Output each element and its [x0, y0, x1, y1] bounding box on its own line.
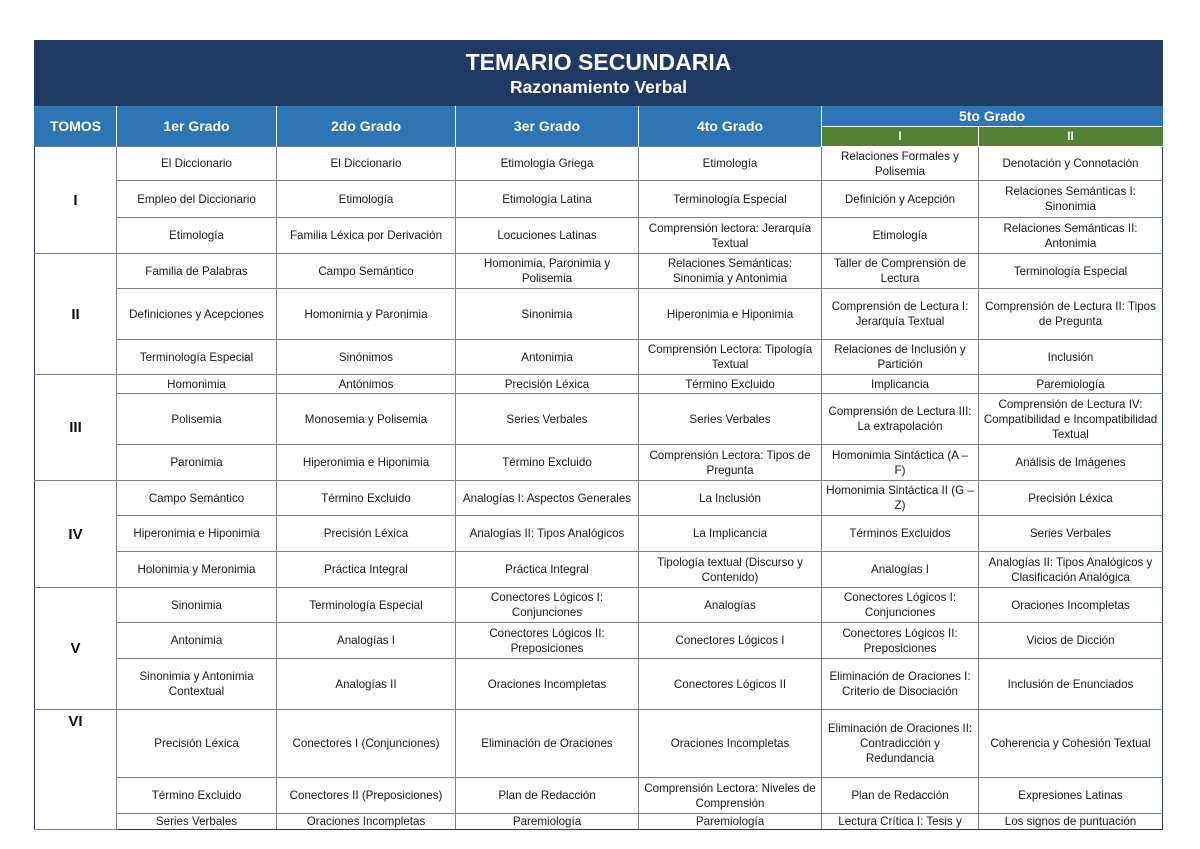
topic-cell: Sinónimos — [277, 340, 456, 375]
topic-cell: Precisión Léxica — [277, 516, 456, 552]
header-grade-4: 4to Grado — [639, 106, 822, 147]
topic-cell: Etimología Latina — [456, 181, 639, 218]
topic-cell: Oraciones Incompletas — [277, 814, 456, 830]
table-row — [35, 289, 1163, 340]
topic-cell: El Diccionario — [117, 147, 277, 181]
topic-cell: Precisión Léxica — [117, 710, 277, 778]
page-subtitle: Razonamiento Verbal — [510, 77, 687, 97]
header-grade-5-part-ii: II — [979, 127, 1163, 147]
topic-cell: Conectores Lógicos I: Conjunciones — [456, 588, 639, 623]
topic-cell: Etimología — [822, 218, 979, 254]
topic-cell: Sinonimia — [456, 289, 639, 340]
header-grade-5: 5to Grado — [822, 106, 1163, 127]
topic-cell: Analogías — [639, 588, 822, 623]
topic-cell: Término Excluido — [277, 481, 456, 516]
topic-cell: Analogías I — [822, 552, 979, 588]
topic-cell: Conectores II (Preposiciones) — [277, 778, 456, 814]
topic-cell: Denotación y Connotación — [979, 147, 1163, 181]
topic-cell: Locuciones Latinas — [456, 218, 639, 254]
topic-cell: Relaciones Semánticas II: Antonimia — [979, 218, 1163, 254]
topic-cell: Antonimia — [456, 340, 639, 375]
topic-cell: Homonimia — [117, 375, 277, 394]
table-row — [35, 181, 1163, 218]
table-row — [35, 340, 1163, 375]
topic-cell: Inclusión de Enunciados — [979, 659, 1163, 710]
table-row — [35, 552, 1163, 588]
topic-cell: Empleo del Diccionario — [117, 181, 277, 218]
page-title: TEMARIO SECUNDARIA — [465, 49, 732, 75]
topic-cell: Relaciones Semánticas I: Sinonimia — [979, 181, 1163, 218]
topic-cell: Eliminación de Oraciones — [456, 710, 639, 778]
topic-cell: Polisemia — [117, 394, 277, 445]
topic-cell: Conectores I (Conjunciones) — [277, 710, 456, 778]
topic-cell: Analogías I — [277, 623, 456, 659]
topic-cell: Homonimia, Paronimia y Polisemia — [456, 254, 639, 289]
topic-cell: Términos Excluidos — [822, 516, 979, 552]
topic-cell: Comprensión de Lectura I: Jerarquía Textual — [822, 289, 979, 340]
topic-cell: El Diccionario — [277, 147, 456, 181]
table-row — [35, 588, 1163, 623]
topic-cell: Relaciones de Inclusión y Partición — [822, 340, 979, 375]
table-row — [35, 778, 1163, 814]
topic-cell: Coherencia y Cohesión Textual — [979, 710, 1163, 778]
table-row — [35, 218, 1163, 254]
topic-cell: Implicancia — [822, 375, 979, 394]
topic-cell: Campo Semántico — [277, 254, 456, 289]
topic-cell: Relaciones Semánticas: Sinonimia y Antonimia — [639, 254, 822, 289]
topic-cell: Taller de Comprensión de Lectura — [822, 254, 979, 289]
tomo-label: VI — [35, 710, 117, 830]
topic-cell: Etimología — [117, 218, 277, 254]
header-grade-3: 3er Grado — [456, 106, 639, 147]
topic-cell: Expresiones Latinas — [979, 778, 1163, 814]
topic-cell: Series Verbales — [979, 516, 1163, 552]
tomo-label: III — [35, 375, 117, 481]
topic-cell: Etimología — [639, 147, 822, 181]
topic-cell: Comprensión de Lectura III: La extrapolación — [822, 394, 979, 445]
topic-cell: Vicios de Dicción — [979, 623, 1163, 659]
topic-cell: Familia de Palabras — [117, 254, 277, 289]
title-banner — [35, 41, 1163, 106]
table-row — [35, 659, 1163, 710]
header-grade-2: 2do Grado — [277, 106, 456, 147]
tomo-label: IV — [35, 481, 117, 588]
topic-cell: Conectores Lógicos I — [639, 623, 822, 659]
topic-cell: Terminología Especial — [277, 588, 456, 623]
syllabus-sheet — [34, 40, 1162, 830]
topic-cell: La Inclusión — [639, 481, 822, 516]
topic-cell: Término Excluido — [639, 375, 822, 394]
tomo-label: V — [35, 588, 117, 710]
tomo-label: I — [35, 147, 117, 254]
topic-cell: Eliminación de Oraciones I: Criterio de Disociación — [822, 659, 979, 710]
topic-cell: Paremiología — [639, 814, 822, 830]
topic-cell: Práctica Integral — [456, 552, 639, 588]
topic-cell: Precisión Léxica — [979, 481, 1163, 516]
topic-cell: Comprensión lectora: Jerarquía Textual — [639, 218, 822, 254]
syllabus-table — [34, 40, 1163, 830]
topic-cell: Homonimia Sintáctica (A – F) — [822, 445, 979, 481]
topic-cell: Analogías I: Aspectos Generales — [456, 481, 639, 516]
topic-cell: Comprensión de Lectura II: Tipos de Pregunta — [979, 289, 1163, 340]
topic-cell: Homonimia Sintáctica II (G – Z) — [822, 481, 979, 516]
topic-cell: Campo Semántico — [117, 481, 277, 516]
table-row — [35, 516, 1163, 552]
header-tomos: TOMOS — [35, 106, 117, 147]
topic-cell: Analogías II — [277, 659, 456, 710]
table-row — [35, 814, 1163, 830]
topic-cell: Sinonimia — [117, 588, 277, 623]
topic-cell: Conectores Lógicos II: Preposiciones — [456, 623, 639, 659]
topic-cell: Etimología Griega — [456, 147, 639, 181]
topic-cell: Series Verbales — [117, 814, 277, 830]
topic-cell: Tipología textual (Discurso y Contenido) — [639, 552, 822, 588]
topic-cell: Oraciones Incompletas — [639, 710, 822, 778]
topic-cell: Lectura Crítica I: Tesis y — [822, 814, 979, 830]
topic-cell: Terminología Especial — [979, 254, 1163, 289]
topic-cell: Plan de Redacción — [822, 778, 979, 814]
topic-cell: Definición y Acepción — [822, 181, 979, 218]
topic-cell: Sinonimia y Antonimia Contextual — [117, 659, 277, 710]
topic-cell: Término Excluido — [117, 778, 277, 814]
topic-cell: Holonimia y Meronimia — [117, 552, 277, 588]
topic-cell: Relaciones Formales y Polisemia — [822, 147, 979, 181]
topic-cell: Analogías II: Tipos Analógicos y Clasificación Analógica — [979, 552, 1163, 588]
topic-cell: Antonimia — [117, 623, 277, 659]
header-grade-1: 1er Grado — [117, 106, 277, 147]
table-row — [35, 375, 1163, 394]
topic-cell: Series Verbales — [639, 394, 822, 445]
topic-cell: Paremiología — [456, 814, 639, 830]
topic-cell: Inclusión — [979, 340, 1163, 375]
topic-cell: Homonimia y Paronimia — [277, 289, 456, 340]
topic-cell: Terminología Especial — [639, 181, 822, 218]
topic-cell: Definiciones y Acepciones — [117, 289, 277, 340]
topic-cell: Hiperonimia e Hiponimia — [117, 516, 277, 552]
topic-cell: Etimología — [277, 181, 456, 218]
table-row — [35, 254, 1163, 289]
topic-cell: Terminología Especial — [117, 340, 277, 375]
topic-cell: Oraciones Incompletas — [456, 659, 639, 710]
topic-cell: Monosemia y Polisemia — [277, 394, 456, 445]
topic-cell: Conectores Lógicos II — [639, 659, 822, 710]
topic-cell: Comprensión de Lectura IV: Compatibilidad e Incompatibilidad Textual — [979, 394, 1163, 445]
topic-cell: Eliminación de Oraciones II: Contradicción y Redundancia — [822, 710, 979, 778]
table-row — [35, 710, 1163, 778]
table-row — [35, 623, 1163, 659]
table-row — [35, 394, 1163, 445]
table-row — [35, 147, 1163, 181]
topic-cell: Comprensión Lectora: Tipología Textual — [639, 340, 822, 375]
topic-cell: Comprensión Lectora: Niveles de Comprensión — [639, 778, 822, 814]
topic-cell: Antónimos — [277, 375, 456, 394]
topic-cell: Series Verbales — [456, 394, 639, 445]
topic-cell: Plan de Redacción — [456, 778, 639, 814]
topic-cell: Análisis de Imágenes — [979, 445, 1163, 481]
topic-cell: Paremiología — [979, 375, 1163, 394]
topic-cell: Precisión Léxica — [456, 375, 639, 394]
topic-cell: Analogías II: Tipos Analógicos — [456, 516, 639, 552]
topic-cell: Práctica Integral — [277, 552, 456, 588]
table-row — [35, 481, 1163, 516]
topic-cell: Los signos de puntuación — [979, 814, 1163, 830]
syllabus-body — [35, 147, 1163, 830]
topic-cell: Conectores Lógicos II: Preposiciones — [822, 623, 979, 659]
topic-cell: La Implicancia — [639, 516, 822, 552]
topic-cell: Paronimia — [117, 445, 277, 481]
topic-cell: Familia Léxica por Derivación — [277, 218, 456, 254]
table-row — [35, 445, 1163, 481]
topic-cell: Comprensión Lectora: Tipos de Pregunta — [639, 445, 822, 481]
topic-cell: Término Excluido — [456, 445, 639, 481]
header-grade-5-part-i: I — [822, 127, 979, 147]
tomo-label: II — [35, 254, 117, 375]
topic-cell: Conectores Lógicos I: Conjunciones — [822, 588, 979, 623]
topic-cell: Oraciones Incompletas — [979, 588, 1163, 623]
topic-cell: Hiperonimia e Hiponimia — [639, 289, 822, 340]
topic-cell: Hiperonimia e Hiponimia — [277, 445, 456, 481]
